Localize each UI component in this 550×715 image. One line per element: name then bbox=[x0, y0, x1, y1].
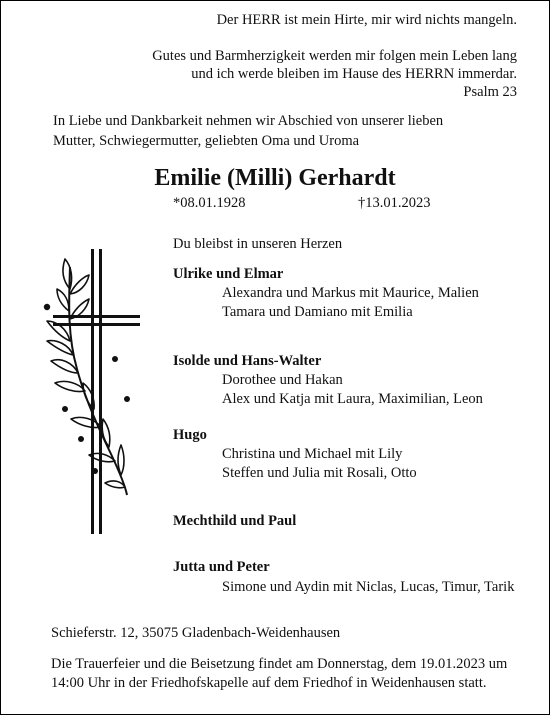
psalm-line-2: Gutes und Barmherzigkeit werden mir folgen mein Leben lang bbox=[152, 48, 517, 64]
family-head: Mechthild und Paul bbox=[173, 513, 297, 529]
death-date: †13.01.2023 bbox=[358, 195, 431, 211]
motto: Du bleibst in unseren Herzen bbox=[173, 236, 343, 252]
family-member: Simone und Aydin mit Niclas, Lucas, Timur, Tarik bbox=[222, 579, 515, 595]
ceremony-line-2: 14:00 Uhr in der Friedhofskapelle auf dem Friedhof in Weidenhausen statt. bbox=[51, 675, 487, 691]
psalm-reference: Psalm 23 bbox=[463, 84, 517, 100]
birth-date: *08.01.1928 bbox=[173, 195, 246, 211]
family-member: Tamara und Damiano mit Emilia bbox=[222, 304, 413, 320]
family-head: Hugo bbox=[173, 427, 207, 443]
family-member: Alex und Katja mit Laura, Maximilian, Leon bbox=[222, 391, 483, 407]
family-member: Steffen und Julia mit Rosali, Otto bbox=[222, 465, 417, 481]
psalm-line-1: Der HERR ist mein Hirte, mir wird nichts mangeln. bbox=[216, 12, 517, 28]
intro-line-1: In Liebe und Dankbarkeit nehmen wir Abschied von unserer lieben bbox=[53, 113, 444, 129]
family-member: Christina und Michael mit Lily bbox=[222, 446, 403, 462]
psalm-line-3: und ich werde bleiben im Hause des HERRN immerdar. bbox=[191, 66, 517, 82]
family-head: Ulrike und Elmar bbox=[173, 266, 284, 282]
intro-text bbox=[53, 111, 443, 151]
family-member: Alexandra und Markus mit Maurice, Malien bbox=[222, 285, 479, 301]
address: Schieferstr. 12, 35075 Gladenbach-Weidenhausen bbox=[51, 625, 341, 641]
family-member: Dorothee und Hakan bbox=[222, 372, 343, 388]
intro-line-2: Mutter, Schwiegermutter, geliebten Oma und Uroma bbox=[53, 133, 360, 149]
cross-with-branch-icon bbox=[37, 249, 147, 539]
family-head: Isolde und Hans-Walter bbox=[173, 353, 322, 369]
deceased-name: Emilie (Milli) Gerhardt bbox=[154, 165, 396, 191]
family-head: Jutta und Peter bbox=[173, 559, 270, 575]
ceremony-line-1: Die Trauerfeier und die Beisetzung findet am Donnerstag, dem 19.01.2023 um bbox=[51, 656, 508, 672]
